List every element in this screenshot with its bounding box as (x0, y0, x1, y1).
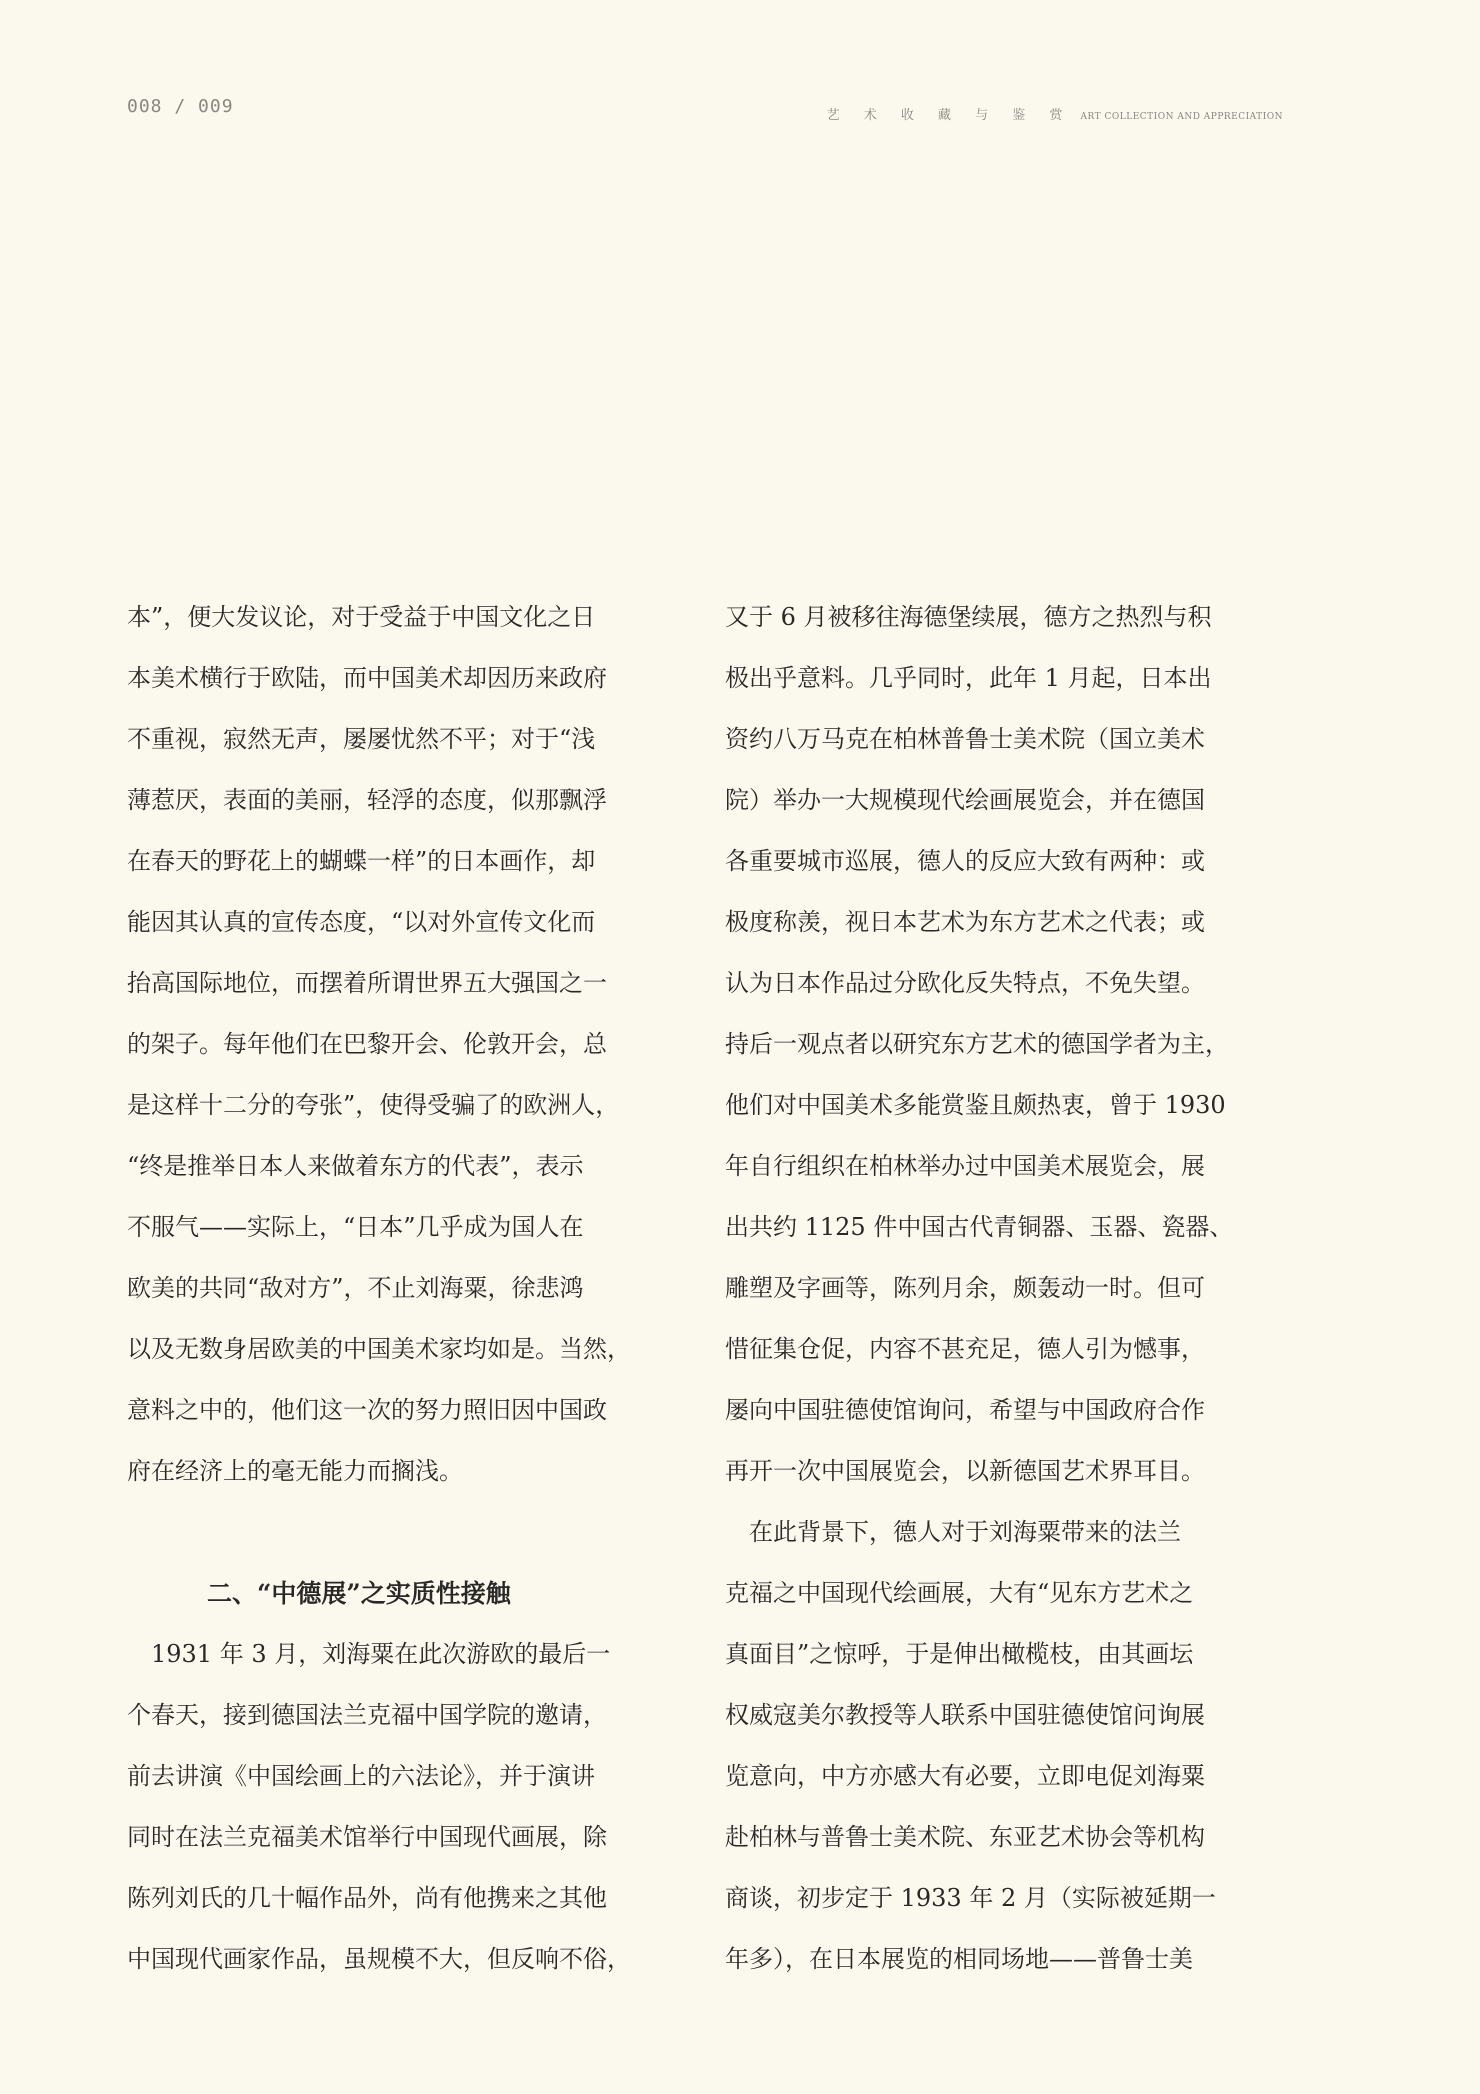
text-line: 前去讲演《中国绘画上的六法论》，并于演讲 (127, 1762, 595, 1790)
journal-title-en: ART COLLECTION AND APPRECIATION (1080, 112, 1283, 122)
text-line: 各重要城市巡展，德人的反应大致有两种：或 (725, 847, 1205, 875)
text-line: 1931 年 3 月，刘海粟在此次游欧的最后一 (127, 1640, 611, 1668)
text-line: 年多），在日本展览的相同场地——普鲁士美 (725, 1945, 1193, 1973)
text-line: 赴柏林与普鲁士美术院、东亚艺术协会等机构 (725, 1823, 1205, 1851)
text-line: 真面目”之惊呼，于是伸出橄榄枝，由其画坛 (725, 1640, 1194, 1668)
section-heading: 二、“中德展”之实质性接触 (207, 1579, 511, 1608)
text-line: 本美术横行于欧陆，而中国美术却因历来政府 (127, 664, 607, 692)
text-line: 年自行组织在柏林举办过中国美术展览会，展 (725, 1152, 1205, 1180)
text-line: 商谈，初步定于 1933 年 2 月（实际被延期一 (725, 1884, 1216, 1912)
text-line: 欧美的共同“敌对方”，不止刘海粟，徐悲鸿 (127, 1274, 584, 1302)
text-line: 薄惹厌，表面的美丽，轻浮的态度，似那飘浮 (127, 786, 607, 814)
text-line: 不重视，寂然无声，屡屡忧然不平；对于“浅 (127, 725, 596, 753)
text-line: 出共约 1125 件中国古代青铜器、玉器、瓷器、 (725, 1213, 1234, 1241)
text-line: 克福之中国现代绘画展，大有“见东方艺术之 (725, 1579, 1194, 1607)
text-line: 意料之中的，他们这一次的努力照旧因中国政 (127, 1396, 607, 1424)
text-line: 权威寇美尔教授等人联系中国驻德使馆问询展 (725, 1701, 1205, 1729)
text-line: 府在经济上的毫无能力而搁浅。 (127, 1457, 463, 1485)
text-line: 本”，便大发议论，对于受益于中国文化之日 (127, 603, 596, 631)
text-line: 在此背景下，德人对于刘海粟带来的法兰 (725, 1518, 1181, 1546)
text-line: 认为日本作品过分欧化反失特点，不免失望。 (725, 969, 1205, 997)
text-line: 览意向，中方亦感大有必要，立即电促刘海粟 (725, 1762, 1205, 1790)
text-line: 个春天，接到德国法兰克福中国学院的邀请， (127, 1701, 607, 1729)
text-line: 他们对中国美术多能赏鉴且颇热衷，曾于 1930 (725, 1091, 1226, 1119)
journal-title-cn: 艺 术 收 藏 与 鉴 赏 (826, 108, 1073, 123)
text-line: 持后一观点者以研究东方艺术的德国学者为主， (725, 1030, 1229, 1058)
text-line: 又于 6 月被移往海德堡续展，德方之热烈与积 (725, 603, 1212, 631)
left-column (127, 587, 662, 1990)
text-line: 中国现代画家作品，虽规模不大，但反响不俗， (127, 1945, 631, 1973)
text-line: 资约八万马克在柏林普鲁士美术院（国立美术 (725, 725, 1205, 753)
text-line: “终是推举日本人来做着东方的代表”，表示 (127, 1152, 584, 1180)
text-line: 是这样十二分的夸张”，使得受骗了的欧洲人， (127, 1091, 620, 1119)
text-line: 极出乎意料。几乎同时，此年 1 月起，日本出 (725, 664, 1212, 692)
text-line: 同时在法兰克福美术馆举行中国现代画展，除 (127, 1823, 607, 1851)
text-line: 屡向中国驻德使馆询问，希望与中国政府合作 (725, 1396, 1205, 1424)
blank-line (127, 1502, 662, 1563)
text-line: 雕塑及字画等，陈列月余，颇轰动一时。但可 (725, 1274, 1205, 1302)
text-line: 院）举办一大规模现代绘画展览会，并在德国 (725, 786, 1205, 814)
text-line: 抬高国际地位，而摆着所谓世界五大强国之一 (127, 969, 607, 997)
text-line: 在春天的野花上的蝴蝶一样”的日本画作，却 (127, 847, 596, 875)
right-column (725, 587, 1260, 1990)
text-line: 以及无数身居欧美的中国美术家均如是。当然， (127, 1335, 631, 1363)
text-line: 能因其认真的宣传态度，“以对外宣传文化而 (127, 908, 596, 936)
page-number: 008 / 009 (127, 96, 234, 117)
running-title (827, 104, 1283, 123)
text-line: 不服气——实际上，“日本”几乎成为国人在 (127, 1213, 584, 1241)
text-line: 极度称羡，视日本艺术为东方艺术之代表；或 (725, 908, 1205, 936)
text-line: 陈列刘氏的几十幅作品外，尚有他携来之其他 (127, 1884, 607, 1912)
text-line: 惜征集仓促，内容不甚充足，德人引为憾事， (725, 1335, 1205, 1363)
text-line: 再开一次中国展览会，以新德国艺术界耳目。 (725, 1457, 1205, 1485)
text-line: 的架子。每年他们在巴黎开会、伦敦开会，总 (127, 1030, 607, 1058)
